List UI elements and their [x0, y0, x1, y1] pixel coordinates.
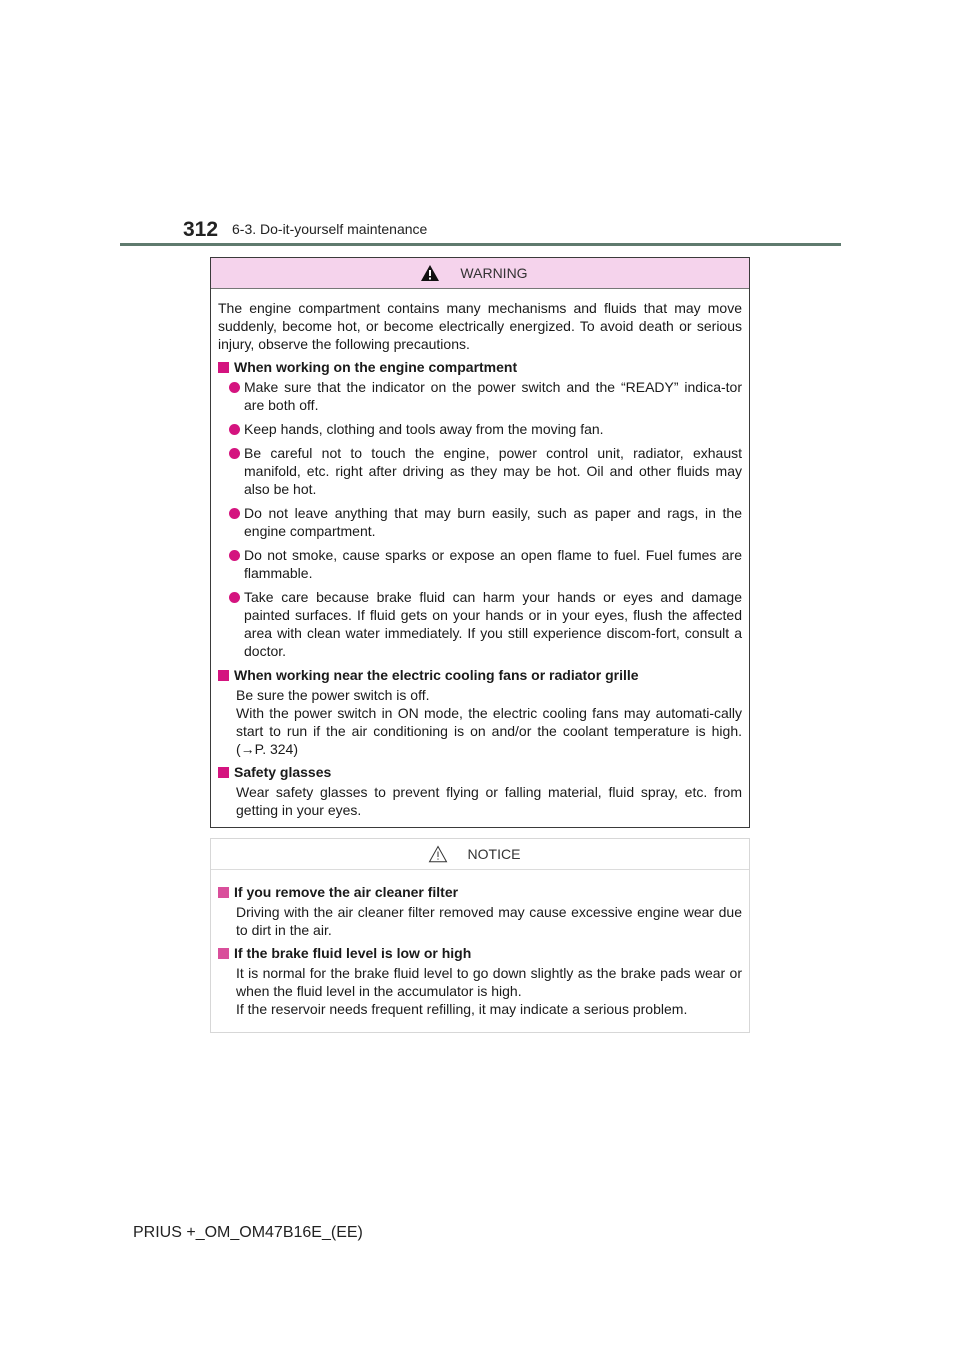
paragraph: If the reservoir needs frequent refilling, it may indicate a serious problem.	[236, 1001, 688, 1017]
circle-bullet-icon	[229, 592, 240, 603]
paragraph: It is normal for the brake fluid level to go down slightly as the brake pads wear or when the fluid level in the accumulator is high.	[236, 965, 742, 999]
list-item	[229, 444, 742, 498]
paragraph: Wear safety glasses to prevent flying or falling material, fluid spray, etc. from getting in your eyes.	[236, 784, 742, 818]
list-item	[229, 504, 742, 540]
warning-intro: The engine compartment contains many mechanisms and fluids that may move suddenly, become hot, or become electrically energized. To avoid death or serious injury, observe the following precautions.	[218, 300, 742, 352]
section-heading	[218, 358, 742, 376]
section-heading	[218, 763, 742, 781]
square-bullet-icon	[218, 887, 229, 898]
square-bullet-icon	[218, 362, 229, 373]
list-item-text: Keep hands, clothing and tools away from the moving fan.	[244, 421, 604, 437]
warning-label: WARNING	[460, 265, 528, 281]
section-title-text: When working near the electric cooling fans or radiator grille	[234, 667, 639, 683]
notice-header	[211, 839, 749, 870]
document-code: PRIUS +_OM_OM47B16E_(EE)	[133, 1224, 363, 1241]
list-item	[229, 588, 742, 660]
list-item	[229, 378, 742, 414]
list-item-text: Make sure that the indicator on the power switch and the “READY” indica-tor are both off.	[244, 379, 742, 413]
list-item-text: Take care because brake fluid can harm your hands or eyes and damage painted surfaces. If fluid gets on your hands or in your eyes, flush the affected area with clean water immediately. If you still experience discom-fort, consult a doctor.	[244, 589, 742, 659]
page-number: 312	[183, 218, 219, 241]
paragraph: Driving with the air cleaner filter removed may cause excessive engine wear due to dirt in the air.	[236, 904, 742, 938]
list-item-text: Do not leave anything that may burn easily, such as paper and rags, in the engine compartment.	[244, 505, 742, 539]
section-heading	[218, 883, 742, 901]
section-heading	[218, 944, 742, 962]
paragraph: Be sure the power switch is off.	[236, 687, 430, 703]
section-title-text: If you remove the air cleaner filter	[234, 884, 459, 900]
warning-header	[211, 258, 749, 289]
square-bullet-icon	[218, 670, 229, 681]
circle-bullet-icon	[229, 508, 240, 519]
caution-triangle-icon	[428, 845, 448, 863]
notice-box	[210, 838, 750, 1033]
list-item	[229, 546, 742, 582]
circle-bullet-icon	[229, 382, 240, 393]
warning-triangle-icon	[420, 264, 440, 282]
notice-label: NOTICE	[467, 846, 521, 862]
square-bullet-icon	[218, 767, 229, 778]
list-item	[229, 420, 742, 438]
warning-box	[210, 257, 750, 828]
list-item-text: Be careful not to touch the engine, power control unit, radiator, exhaust manifold, etc. right after driving as they may be hot. Oil and other fluids may also be hot.	[244, 445, 742, 497]
square-bullet-icon	[218, 948, 229, 959]
circle-bullet-icon	[229, 424, 240, 435]
header-rule	[120, 243, 841, 246]
circle-bullet-icon	[229, 550, 240, 561]
notice-body	[211, 870, 749, 1018]
paragraph: With the power switch in ON mode, the electric cooling fans may automati-cally start to run if the air conditioning is on and/or the coolant temperature is high. (→P. 324)	[236, 705, 742, 757]
section-heading	[218, 666, 742, 684]
list-item-text: Do not smoke, cause sparks or expose an open flame to fuel. Fuel fumes are flammable.	[244, 547, 742, 581]
circle-bullet-icon	[229, 448, 240, 459]
section-title-text: Safety glasses	[234, 764, 332, 780]
section-title: 6-3. Do-it-yourself maintenance	[232, 221, 428, 237]
section-title-text: When working on the engine compartment	[234, 359, 518, 375]
warning-body	[211, 289, 749, 819]
section-title-text: If the brake fluid level is low or high	[234, 945, 472, 961]
